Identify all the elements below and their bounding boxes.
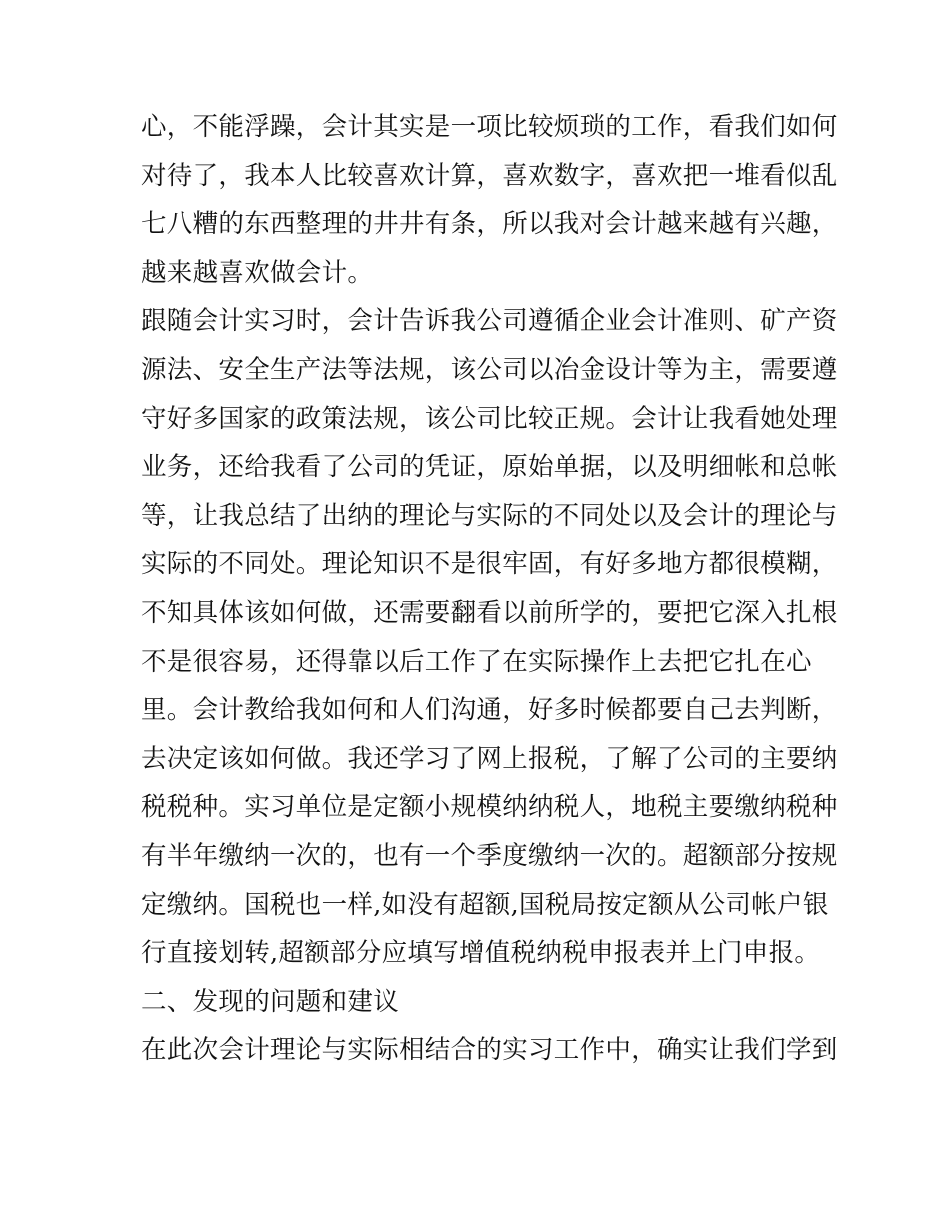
- text-line-13: 里。会计教给我如何和人们沟通，好多时候都要自己去判断，: [141, 695, 838, 726]
- body-text: [141, 103, 838, 1075]
- text-line-1: 心，不能浮躁，会计其实是一项比较烦琐的工作，看我们如何: [141, 112, 838, 142]
- text-line-8: 业务，还给我看了公司的凭证，原始单据，以及明细帐和总帐: [141, 452, 838, 483]
- text-line-17: 定缴纳。国税也一样,如没有超额,国税局按定额从公司帐户银: [141, 889, 829, 920]
- text-line-12: 不是很容易，还得靠以后工作了在实际操作上去把它扎在心: [141, 646, 812, 677]
- text-line-11: 不知具体该如何做，还需要翻看以前所学的，要把它深入扎根: [141, 597, 838, 628]
- text-line-2: 对待了，我本人比较喜欢计算，喜欢数字，喜欢把一堆看似乱: [141, 160, 838, 191]
- text-line-3: 七八糟的东西整理的井井有条，所以我对会计越来越有兴趣，: [141, 209, 838, 240]
- text-line-10: 实际的不同处。理论知识不是很牢固，有好多地方都很模糊，: [141, 549, 838, 580]
- text-line-6: 源法、安全生产法等法规，该公司以冶金设计等为主，需要遵: [141, 354, 838, 385]
- text-line-16: 有半年缴纳一次的，也有一个季度缴纳一次的。超额部分按规: [141, 840, 838, 871]
- text-line-20: 在此次会计理论与实际相结合的实习工作中，确实让我们学到: [141, 1035, 838, 1066]
- section-heading: 二、发现的问题和建议: [141, 986, 400, 1017]
- text-line-14: 去决定该如何做。我还学习了网上报税，了解了公司的主要纳: [141, 743, 838, 774]
- text-line-5: 跟随会计实习时，会计告诉我公司遵循企业会计准则、矿产资: [141, 306, 838, 337]
- text-line-4: 越来越喜欢做会计。: [141, 257, 374, 288]
- text-line-9: 等，让我总结了出纳的理论与实际的不同处以及会计的理论与: [141, 500, 838, 531]
- text-line-15: 税税种。实习单位是定额小规模纳纳税人，地税主要缴纳税种: [141, 792, 838, 823]
- text-line-18: 行直接划转,超额部分应填写增值税纳税申报表并上门申报。: [141, 938, 821, 969]
- text-line-7: 守好多国家的政策法规，该公司比较正规。会计让我看她处理: [141, 403, 838, 434]
